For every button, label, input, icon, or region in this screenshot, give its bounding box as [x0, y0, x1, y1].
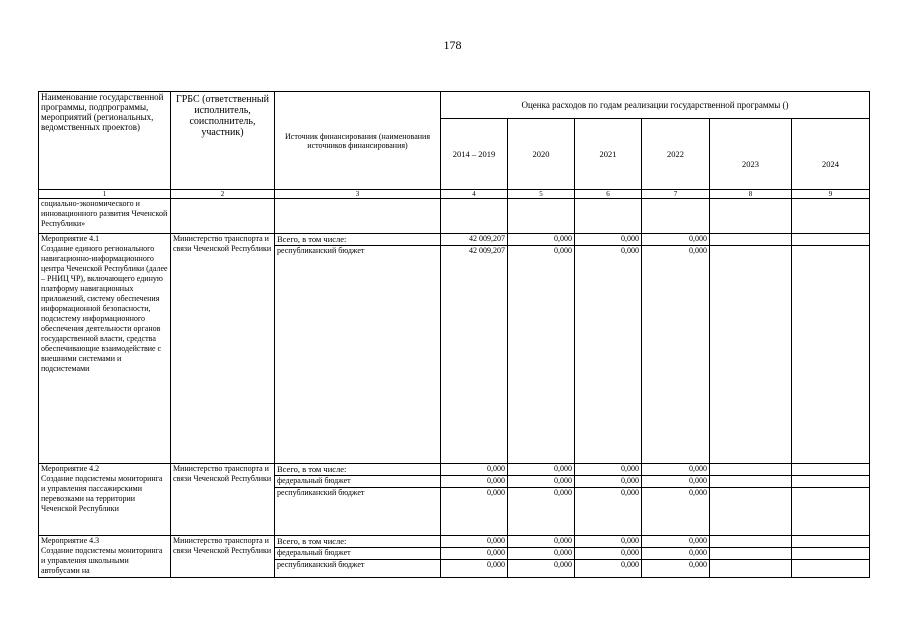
amount-cell: 0,000 — [575, 246, 642, 464]
grbs-name: Министерство транспорта и связи Чеченской Республики — [171, 234, 275, 464]
column-number: 9 — [792, 190, 870, 199]
header-source: Источник финансирования (наименования источников финансирования) — [275, 92, 441, 190]
amount-cell — [792, 560, 870, 578]
amount-cell — [792, 476, 870, 488]
amount-cell: 0,000 — [642, 536, 710, 548]
amount-cell: 0,000 — [441, 476, 508, 488]
header-year: 2022 — [642, 119, 710, 190]
amount-cell — [792, 548, 870, 560]
amount-cell: 0,000 — [508, 488, 575, 536]
amount-cell — [710, 234, 792, 246]
amount-cell: 0,000 — [441, 536, 508, 548]
header-name: Наименование государственной программы, подпрограммы, мероприятий (региональных, ведомственных проектов) — [39, 92, 171, 190]
column-number: 3 — [275, 190, 441, 199]
column-number: 6 — [575, 190, 642, 199]
amount-cell: 0,000 — [508, 536, 575, 548]
table-row — [39, 536, 870, 548]
amount-cell — [710, 560, 792, 578]
amount-cell: 0,000 — [575, 560, 642, 578]
amount-cell: 0,000 — [642, 488, 710, 536]
header-grbs: ГРБС (ответственный исполнитель, соисполнитель, участник) — [171, 92, 275, 190]
measure-name: Мероприятие 4.2 Создание подсистемы мониторинга и управления пассажирскими перевозками на территории Чеченской Республики — [39, 464, 171, 536]
grbs-name: Министерство транспорта и связи Чеченской Республики — [171, 464, 275, 536]
amount-cell: 0,000 — [642, 464, 710, 476]
amount-cell: 0,000 — [575, 464, 642, 476]
budget-table — [38, 91, 870, 578]
column-number: 5 — [508, 190, 575, 199]
amount-cell — [792, 246, 870, 464]
continuation-text: социально-экономического и инновационного развития Чеченской Республики» — [39, 199, 171, 234]
amount-cell: 0,000 — [575, 476, 642, 488]
funding-source: республиканский бюджет — [275, 246, 441, 464]
amount-cell — [710, 464, 792, 476]
amount-cell: 42 009,207 — [441, 246, 508, 464]
column-number: 7 — [642, 190, 710, 199]
funding-source: Всего, в том числе: — [275, 464, 441, 476]
amount-cell — [710, 476, 792, 488]
amount-cell: 0,000 — [575, 548, 642, 560]
amount-cell: 0,000 — [508, 548, 575, 560]
amount-cell: 0,000 — [642, 476, 710, 488]
amount-cell: 42 009,207 — [441, 234, 508, 246]
header-year: 2020 — [508, 119, 575, 190]
amount-cell: 0,000 — [441, 548, 508, 560]
amount-cell: 0,000 — [441, 464, 508, 476]
amount-cell: 0,000 — [575, 488, 642, 536]
amount-cell — [710, 548, 792, 560]
amount-cell: 0,000 — [642, 246, 710, 464]
amount-cell: 0,000 — [441, 488, 508, 536]
table-row — [39, 234, 870, 246]
funding-source: федеральный бюджет — [275, 476, 441, 488]
amount-cell: 0,000 — [508, 560, 575, 578]
column-number: 1 — [39, 190, 171, 199]
grbs-name: Министерство транспорта и связи Чеченской Республики — [171, 536, 275, 578]
amount-cell: 0,000 — [508, 476, 575, 488]
page-number: 178 — [443, 38, 462, 52]
funding-source: республиканский бюджет — [275, 488, 441, 536]
amount-cell: 0,000 — [575, 234, 642, 246]
amount-cell — [792, 464, 870, 476]
amount-cell — [792, 488, 870, 536]
amount-cell: 0,000 — [508, 464, 575, 476]
amount-cell: 0,000 — [642, 234, 710, 246]
amount-cell — [792, 536, 870, 548]
amount-cell — [792, 234, 870, 246]
header-estimate: Оценка расходов по годам реализации государственной программы () — [441, 92, 870, 119]
funding-source: Всего, в том числе: — [275, 536, 441, 548]
column-number: 8 — [710, 190, 792, 199]
amount-cell — [710, 246, 792, 464]
header-year: 2024 — [792, 119, 870, 190]
amount-cell: 0,000 — [642, 560, 710, 578]
header-year: 2023 — [710, 119, 792, 190]
amount-cell — [710, 488, 792, 536]
amount-cell: 0,000 — [441, 560, 508, 578]
measure-name: Мероприятие 4.1 Создание единого регионального навигационно-информационного центра Чеченской Республики (далее – РНИЦ ЧР), включающего единую платформу навигационных приложений, систему обеспечения информационной безопасности, подсистему информационного обеспечения деятельности органов государственной власти, средства обеспечивающие взаимодействие с внешними системами и подсистемами — [39, 234, 171, 464]
header-year: 2014 – 2019 — [441, 119, 508, 190]
amount-cell — [710, 536, 792, 548]
funding-source: республиканский бюджет — [275, 560, 441, 578]
measure-name: Мероприятие 4.3 Создание подсистемы мониторинга и управления школьными автобусами на — [39, 536, 171, 578]
amount-cell: 0,000 — [508, 246, 575, 464]
header-year: 2021 — [575, 119, 642, 190]
table-row — [39, 464, 870, 476]
amount-cell: 0,000 — [508, 234, 575, 246]
funding-source: Всего, в том числе: — [275, 234, 441, 246]
column-number: 4 — [441, 190, 508, 199]
funding-source: федеральный бюджет — [275, 548, 441, 560]
column-number: 2 — [171, 190, 275, 199]
amount-cell: 0,000 — [575, 536, 642, 548]
amount-cell: 0,000 — [642, 548, 710, 560]
